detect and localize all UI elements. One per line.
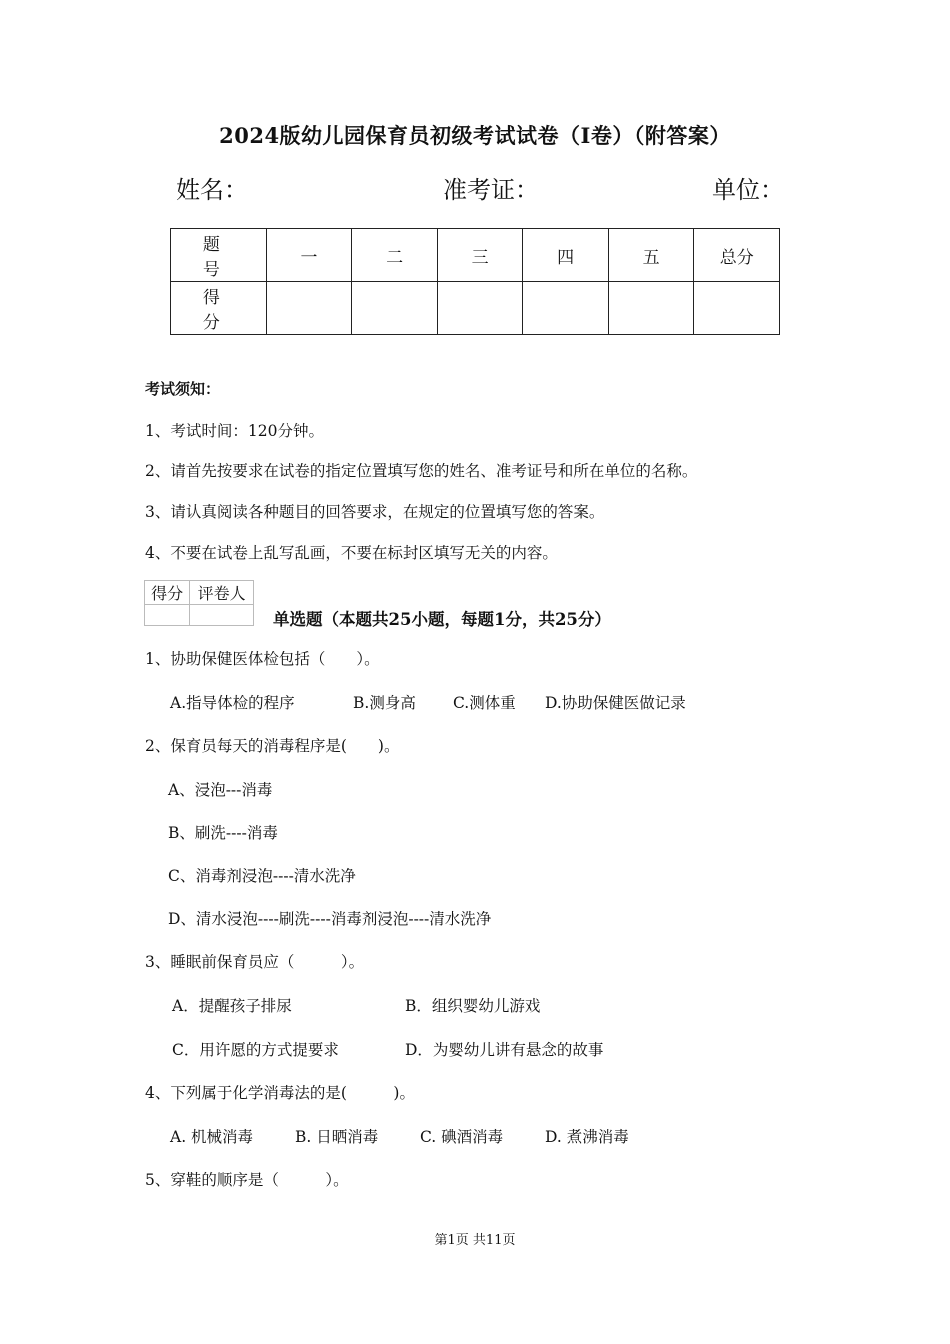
question-option: C、消毒剂浸泡----清水洗净 <box>168 867 356 885</box>
question-option: D、清水浸泡----刷洗----消毒剂浸泡----清水洗净 <box>168 910 492 928</box>
question-stem: 3、睡眠前保育员应（ ）。 <box>145 953 365 971</box>
score-table-header-cell: 三 <box>437 229 523 282</box>
notice-item: 4、不要在试卷上乱写乱画，不要在标封区填写无关的内容。 <box>145 544 558 562</box>
score-cell[interactable] <box>352 282 438 335</box>
question-option: D. 煮沸消毒 <box>545 1128 629 1146</box>
question-stem: 5、穿鞋的顺序是（ ）。 <box>145 1171 349 1189</box>
question-option: D.协助保健医做记录 <box>545 694 686 712</box>
score-cell[interactable] <box>523 282 609 335</box>
question-option: A. 机械消毒 <box>170 1128 254 1146</box>
score-table-score-row <box>171 282 780 335</box>
notice-item: 2、请首先按要求在试卷的指定位置填写您的姓名、准考证号和所在单位的名称。 <box>145 462 698 480</box>
question-option: B. 日晒消毒 <box>295 1128 379 1146</box>
question-option: B、刷洗----消毒 <box>168 824 278 842</box>
score-table-header-cell: 四 <box>523 229 609 282</box>
score-cell[interactable] <box>608 282 694 335</box>
question-option: B．组织婴幼儿游戏 <box>405 997 541 1015</box>
page-footer: 第1页 共11页 <box>434 1233 516 1248</box>
score-cell[interactable] <box>266 282 352 335</box>
score-table <box>170 228 780 335</box>
score-table-header-cell: 五 <box>608 229 694 282</box>
question-stem: 4、下列属于化学消毒法的是( )。 <box>145 1084 415 1102</box>
section-title: 单选题（本题共25小题，每题1分，共25分） <box>273 610 611 629</box>
grader-score-cell[interactable] <box>145 605 190 626</box>
score-table-header-row <box>171 229 780 282</box>
question-option: C. 碘酒消毒 <box>420 1128 504 1146</box>
question-option: D．为婴幼儿讲有悬念的故事 <box>405 1041 604 1059</box>
question-stem: 2、保育员每天的消毒程序是( )。 <box>145 737 400 755</box>
question-option: A、浸泡---消毒 <box>168 781 273 799</box>
grader-box <box>144 580 254 626</box>
name-field-label: 姓名： <box>176 176 248 204</box>
notice-item: 1、考试时间：120分钟。 <box>145 422 324 440</box>
grader-reviewer-cell[interactable] <box>190 605 254 626</box>
grader-reviewer-label: 评卷人 <box>190 581 254 605</box>
grader-score-label: 得分 <box>145 581 190 605</box>
exam-number-field-label: 准考证： <box>443 176 539 204</box>
question-stem: 1、协助保健医体检包括（ ）。 <box>145 650 380 668</box>
score-table-header-cell: 一 <box>266 229 352 282</box>
notice-item: 3、请认真阅读各种题目的回答要求，在规定的位置填写您的答案。 <box>145 503 605 521</box>
score-cell-total[interactable] <box>694 282 780 335</box>
score-table-header-total: 总分 <box>694 229 780 282</box>
question-option: C．用许愿的方式提要求 <box>172 1041 339 1059</box>
question-option: B.测身高 <box>353 694 416 712</box>
notice-heading: 考试须知： <box>145 380 221 398</box>
question-option: A.指导体检的程序 <box>170 694 295 712</box>
question-option: C.测体重 <box>453 694 516 712</box>
score-table-header-label: 题 号 <box>171 229 267 282</box>
document-title: 2024版幼儿园保育员初级考试试卷（I卷）（附答案） <box>219 123 731 148</box>
question-option: A．提醒孩子排尿 <box>172 997 292 1015</box>
score-table-header-cell: 二 <box>352 229 438 282</box>
score-table-row-label: 得 分 <box>171 282 267 335</box>
unit-field-label: 单位： <box>712 176 784 204</box>
score-cell[interactable] <box>437 282 523 335</box>
